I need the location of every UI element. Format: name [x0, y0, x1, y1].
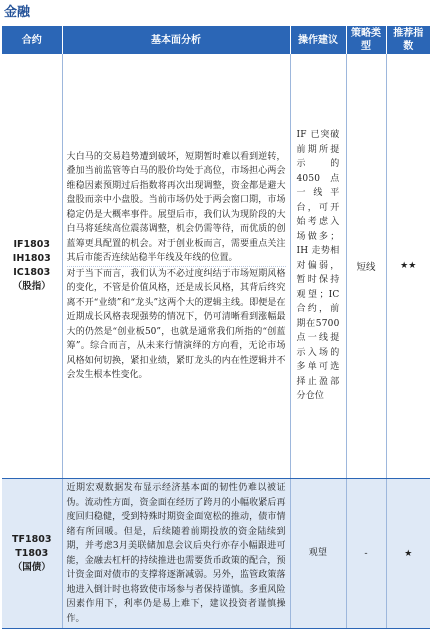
header-strategy-type-label: 策略类型	[351, 28, 381, 52]
strategy-type-cell: -	[346, 479, 386, 629]
analysis-cell	[62, 479, 290, 629]
analysis-cell	[62, 54, 290, 479]
strategy-type-cell: 短线	[346, 54, 386, 479]
header-rating-label: 推荐指数	[393, 28, 424, 52]
contract-code: IF1803	[13, 239, 50, 250]
analysis-paragraph: 对于当下而言，我们认为不必过度纠结于市场短期风格的变化，不管是价值风格，还是成长风格，其背后终究离不开“业绩”和“龙头”这两个大的逻辑主线。即便是在近期成长风格表现强势的情况下，仍可清晰看到涨幅最大的仍然是“创业板50”，也就是通常我们所指的“创蓝筹”。综合而言，从未来行情演绎的方向看，无论市场风格如何切换，紧扣业绩，紧盯龙头的内在性逻辑并不会发生根本性变化。	[67, 266, 286, 383]
analysis-paragraph: 大白马的交易趋势遭到破坏，短期暂时难以看到逆转，叠加当前监管等白马的股价均处于高位，市场担心两会维稳因素预期过后指数将再次出现调整，资金都是避大盘股而亲中小盘股。当前市场仍处于两会窗口期，市场稳定仍是大概率事件。展望后市，我们认为现阶段的大白马将延续高位震荡调整，机会仍需等待，而优质的创蓝筹更具配置的机会。对于创业板而言，需要重点关注其后市能否连续站稳半年线及年线的位置。	[66, 151, 286, 263]
strategy-table	[2, 26, 430, 629]
rating-stars: ★★	[386, 54, 430, 479]
section-title: 金融	[4, 5, 31, 20]
contract-code: IH1803	[12, 253, 51, 264]
table-header-row	[2, 26, 430, 54]
header-contract: 合约	[2, 26, 62, 54]
contract-code: TF1803	[12, 533, 52, 545]
header-advice: 操作建议	[290, 26, 346, 54]
table-row-treasury	[2, 479, 430, 629]
contract-cell	[2, 54, 62, 479]
advice-cell: IF 已突破前期所提示的 4050 点一线平台，可开始考虑入场做多；IH 走势相对偏弱，暂时保持观望；IC 合约，前期在5700 点一线提示入场的多单可选择止盈部分仓位	[290, 54, 346, 479]
contract-cell	[2, 479, 62, 629]
header-strategy-type	[346, 26, 386, 54]
header-analysis: 基本面分析	[62, 26, 290, 54]
contract-category: （股指）	[12, 281, 51, 292]
contract-category: （国债）	[12, 561, 51, 573]
rating-stars: ★	[386, 479, 430, 629]
contract-code: IC1803	[13, 267, 51, 278]
table-row-stock-index	[2, 54, 430, 479]
contract-code: T1803	[15, 547, 49, 559]
advice-cell: 观望	[290, 479, 346, 629]
analysis-paragraph: 近期宏观数据发布显示经济基本面的韧性仍难以被证伪。流动性方面，资金面在经历了跨月的小幅收紧后再度回归稳健，受到特殊时期资金面宽松的推动，债市情绪有所回暖。但是，后续随着前期投放的资金陆续到期，并考虑3月美联储加息会议后央行亦存小幅跟进可能，金融去杠杆的持续推进也需要货币政策的配合，预计资金面对债市的支撑将逐渐减弱。另外，监管政策落地进入倒计时也将致使市场参与者保持谨慎。多重风险因素作用下，利率仍是易上难下，建议投资者谨慎操作。	[66, 483, 286, 624]
header-rating	[386, 26, 430, 54]
